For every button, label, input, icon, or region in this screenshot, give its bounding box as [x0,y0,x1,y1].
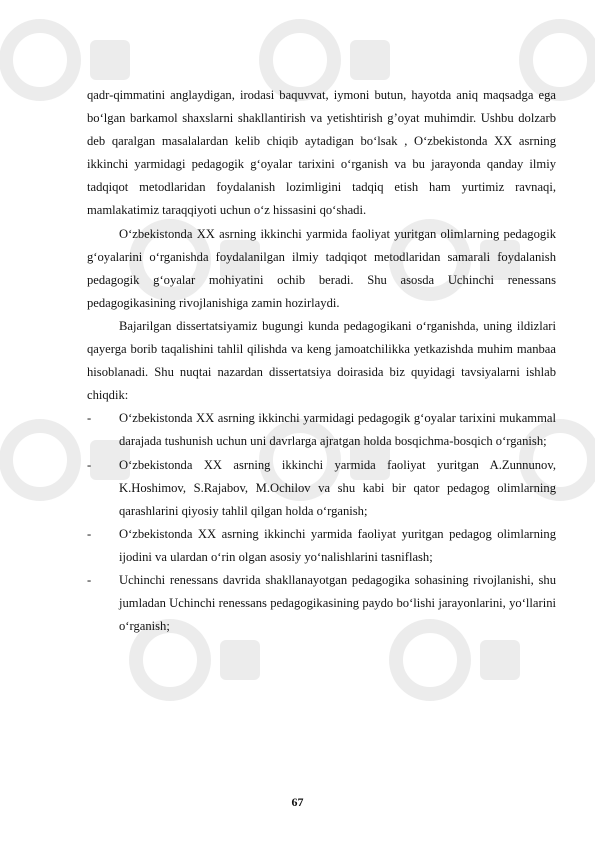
list-marker: - [87,526,92,541]
list-item-text: O‘zbekistonda XX asrning ikkinchi yarmida faoliyat yuritgan pedagog olimlarning ijodini va ulardan o‘rin olgan asosiy yo‘nalishlarini tasniflash; [119,526,556,564]
recommendations-list [87,407,556,638]
list-marker: - [87,457,92,472]
page-number: 67 [291,795,304,809]
list-item [87,523,556,569]
list-marker: - [87,411,92,426]
paragraph-recommendations-intro: Bajarilgan dissertatsiyamiz bugungi kunda pedagogikani o‘rganishda, uning ildizlari qayerga borib taqalishini tahlil qilishda va keng jamoatchilikka yetkazishda muhim manbaa hisoblanadi. Shu nuqtai nazardan dissertatsiya doirasida biz quyidagi tavsiyalarni ishlab chiqdik: [87,318,556,403]
list-item [87,569,556,638]
list-marker: - [87,572,92,587]
paragraph-continuation: qadr-qimmatini anglaydigan, irodasi baquvvat, iymoni butun, hayotda aniq maqsadga ega bo‘lgan barkamol shaxslarni shakllantirish va yetishtirish g’oyat muhimdir. Ushbu dolzarb deb qaralgan masalalardan kelib chiqib aytadigan bo‘lsak , O‘zbekistonda XX asrning ikkinchi yarmidagi pedagogik g‘oyalar tarixini o‘rganish va bu jarayonda qanday ilmiy tadqiqot metodlaridan foydalanish lozimligini tadqiq etish ham yurtimiz ravnaqi, mamlakatimiz taraqqiyoti uchun o‘z hissasini qo‘shadi. [87,88,556,218]
document-body [87,84,556,638]
list-item [87,454,556,523]
paragraph-methods: O‘zbekistonda XX asrning ikkinchi yarmida faoliyat yuritgan olimlarning pedagogik g‘oyalarini o‘rganishda foydalanilgan ilmiy tadqiqot metodlaridan samarali foydalanish pedagogik g‘oyalar mohiyatini ochib beradi. Shu asosda Uchinchi renessans pedagogikasining rivojlanishiga zamin hozirlaydi. [87,226,556,310]
list-item-text: Uchinchi renessans davrida shakllanayotgan pedagogika sohasining rivojlanishi, shu jumladan Uchinchi renessans pedagogikasining paydo bo‘lishi jarayonlarini, yo‘llarini o‘rganish; [119,572,556,634]
list-item-text: O‘zbekistonda XX asrning ikkinchi yarmida faoliyat yuritgan A.Zunnunov, K.Hoshimov, S.Rajabov, M.Ochilov va shu kabi bir qator pedagog olimlarning qarashlarini qiyosiy tahlil qilgan holda o‘rganish; [119,457,556,518]
list-item-text: O‘zbekistonda XX asrning ikkinchi yarmidagi pedagogik g‘oyalar tarixini mukammal darajada tushunish uchun uni davrlarga ajratgan holda bosqichma-bosqich o‘rganish; [119,411,556,449]
list-item [87,407,556,453]
